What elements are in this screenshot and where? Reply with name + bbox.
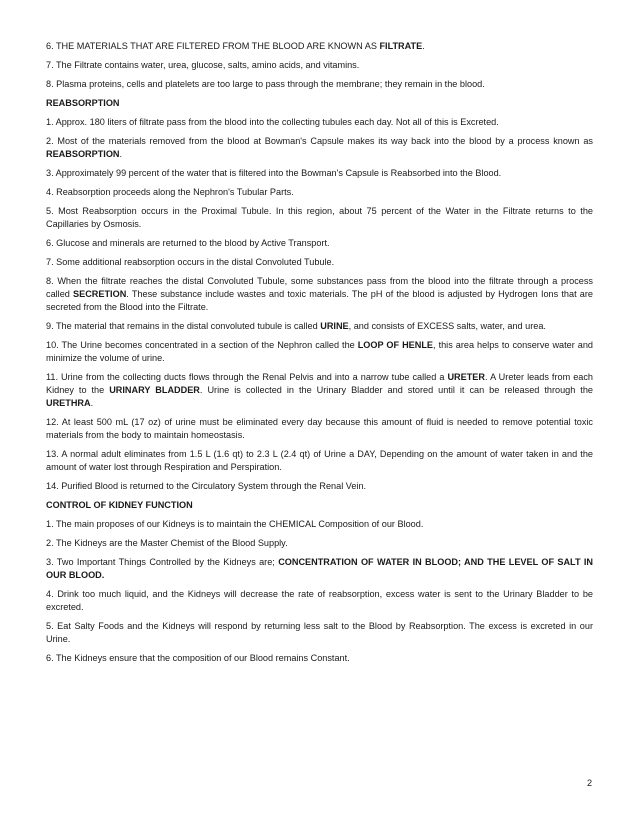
paragraph-text: 5. Eat Salty Foods and the Kidneys will respond by returning less salt to the Blood by Reabsorption. The excess is excreted in our Urine.: [46, 621, 593, 644]
paragraph-text: 5. Most Reabsorption occurs in the Proximal Tubule. In this region, about 75 percent of the Water in the Filtrate returns to the Capillaries by Osmosis.: [46, 206, 593, 229]
paragraph-text: 13. A normal adult eliminates from 1.5 L (1.6 qt) to 2.3 L (2.4 qt) of Urine a DAY, Depending on the amount of water taken in and the amount of water lost through Respiration and Perspiration.: [46, 449, 593, 472]
paragraph: [46, 339, 593, 365]
paragraph: [46, 588, 593, 614]
bold-term: REABSORPTION: [46, 149, 120, 159]
bold-term: URINE: [320, 321, 349, 331]
paragraph: [46, 416, 593, 442]
paragraph: [46, 537, 593, 550]
paragraph: [46, 135, 593, 161]
paragraph-text: 9. The material that remains in the distal convoluted tubule is called: [46, 321, 321, 331]
paragraph: [46, 480, 593, 493]
paragraph: [46, 256, 593, 269]
paragraph-text: 6. Glucose and minerals are returned to the blood by Active Transport.: [46, 238, 330, 248]
paragraph-text: 6. The Kidneys ensure that the composition of our Blood remains Constant.: [46, 653, 350, 663]
paragraph: [46, 448, 593, 474]
paragraph-text: 8. When the filtrate reaches the distal Convoluted Tubule, some substances pass from the blood into the filtrate through a process called: [46, 276, 593, 299]
paragraph: [46, 205, 593, 231]
paragraph: [46, 275, 593, 314]
bold-term: URETER: [447, 372, 485, 382]
paragraph-text: 8. Plasma proteins, cells and platelets are too large to pass through the membrane; they remain in the blood.: [46, 79, 485, 89]
bold-term: URETHRA: [46, 398, 91, 408]
paragraph-text: 14. Purified Blood is returned to the Circulatory System through the Renal Vein.: [46, 481, 367, 491]
paragraph: [46, 40, 593, 53]
paragraph: [46, 186, 593, 199]
bold-term: CONCENTRATION OF WATER IN BLOOD; AND THE LEVEL OF SALT IN OUR BLOOD.: [46, 557, 593, 580]
paragraph: [46, 556, 593, 582]
bold-term: URINARY BLADDER: [109, 385, 200, 395]
intro-section: [46, 40, 593, 91]
paragraph: [46, 116, 593, 129]
paragraph-text: 2. Most of the materials removed from the blood at Bowman's Capsule makes its way back into the blood by a process known as: [46, 136, 593, 146]
paragraph-text: 1. The main proposes of our Kidneys is to maintain the CHEMICAL Composition of our Blood.: [46, 519, 424, 529]
paragraph-text: 4. Reabsorption proceeds along the Nephron's Tubular Parts.: [46, 187, 294, 197]
control-section: [46, 518, 593, 665]
paragraph-text: 6. THE MATERIALS THAT ARE FILTERED FROM THE BLOOD ARE KNOWN AS: [46, 41, 380, 51]
paragraph-text: , this area helps to conserve water and minimize the volume of urine.: [46, 340, 594, 363]
bold-term: FILTRATE: [379, 41, 423, 51]
paragraph-text: 11. Urine from the collecting ducts flows through the Renal Pelvis and into a narrow tube called a: [46, 372, 448, 382]
paragraph-text: . These substance include wastes and toxic materials. The pH of the blood is adjusted by Hydrogen Ions that are secreted from the Blood into the Filtrate.: [46, 289, 593, 312]
reabsorption-heading: REABSORPTION: [46, 98, 120, 108]
paragraph-text: .: [90, 398, 94, 408]
paragraph-text: 12. At least 500 mL (17 oz) of urine must be eliminated every day because this amount of fluid is needed to remove potential toxic materials from the body to maintain homeostasis.: [46, 417, 593, 440]
bold-term: LOOP OF HENLE: [357, 340, 434, 350]
control-heading: CONTROL OF KIDNEY FUNCTION: [46, 500, 193, 510]
paragraph-text: . Urine is collected in the Urinary Bladder and stored until it can be released through the: [199, 385, 593, 395]
paragraph-text: .: [422, 41, 425, 51]
paragraph-text: . A Ureter leads from each Kidney to the: [46, 372, 594, 395]
paragraph-text: 1. Approx. 180 liters of filtrate pass from the blood into the collecting tubules each day. Not all of this is Excreted.: [46, 117, 499, 127]
bold-term: SECRETION: [73, 289, 127, 299]
paragraph: [46, 518, 593, 531]
paragraph-text: 4. Drink too much liquid, and the Kidneys will decrease the rate of reabsorption, excess water is sent to the Urinary Bladder to be excreted.: [46, 589, 593, 612]
paragraph-text: 3. Approximately 99 percent of the water that is filtered into the Bowman's Capsule is Reabsorbed into the Blood.: [46, 168, 502, 178]
paragraph-text: 3. Two Important Things Controlled by the Kidneys are;: [46, 557, 279, 567]
document-page: [46, 40, 593, 671]
paragraph: [46, 167, 593, 180]
paragraph: [46, 652, 593, 665]
paragraph-text: 7. Some additional reabsorption occurs in the distal Convoluted Tubule.: [46, 257, 335, 267]
paragraph: [46, 237, 593, 250]
paragraph: [46, 78, 593, 91]
paragraph-text: 7. The Filtrate contains water, urea, glucose, salts, amino acids, and vitamins.: [46, 60, 360, 70]
page-number: 2: [587, 778, 593, 788]
paragraph-text: 10. The Urine becomes concentrated in a section of the Nephron called the: [46, 340, 358, 350]
paragraph-text: .: [119, 149, 123, 159]
paragraph: [46, 320, 593, 333]
paragraph-text: 2. The Kidneys are the Master Chemist of the Blood Supply.: [46, 538, 288, 548]
reabsorption-section: [46, 116, 593, 493]
paragraph: [46, 371, 593, 410]
paragraph: [46, 59, 593, 72]
paragraph: [46, 620, 593, 646]
paragraph-text: , and consists of EXCESS salts, water, and urea.: [348, 321, 546, 331]
